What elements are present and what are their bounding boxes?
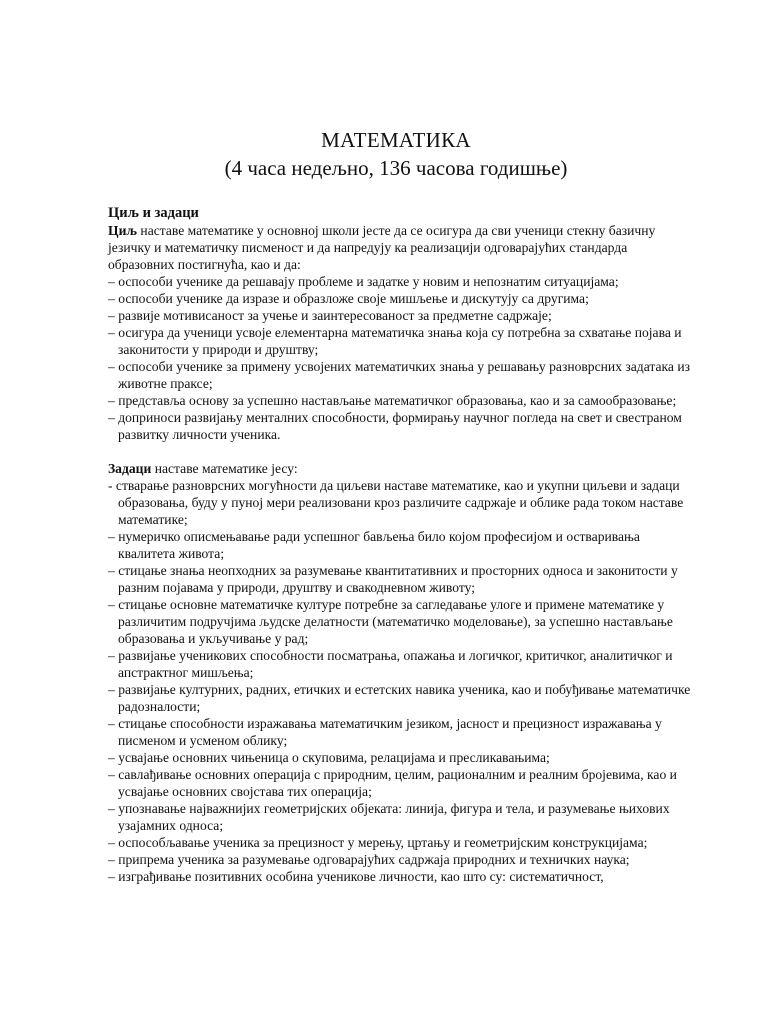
goal-list-item: – оспособи ученике да решавају проблеме и задатке у новим и непознатим ситуацијама; bbox=[108, 274, 619, 289]
task-list-item: – савлађивање основних операција с природним, целим, рационалним и реалним бројевима, као и усвајање основних својстава тих операција; bbox=[108, 767, 677, 799]
task-list-item: – нумеричко описмењавање ради успешног бављења било којом професијом и остваривања квалитета живота; bbox=[108, 529, 640, 561]
task-list bbox=[108, 477, 696, 885]
goal-lead-bold: Циљ bbox=[108, 223, 138, 238]
task-list-item: – стицање основне математичке културе потребне за сагледавање улоге и примене математике у различитим подручјима људске делатности (математичко моделовање), за успешно настављање образовања и укључивање у рад; bbox=[108, 597, 673, 646]
task-list-item: – стицање способности изражавања математичким језиком, јасност и прецизност изражавања у писменом и усменом облику; bbox=[108, 716, 662, 748]
task-list-item: – развијање културних, радних, етичких и естетских навика ученика, као и побуђивање математичке радозналости; bbox=[108, 682, 691, 714]
goal-list-item: – доприноси развијању менталних способности, формирању научног погледа на свет и свестраном развитку личности ученика. bbox=[108, 410, 682, 442]
task-list-item: – развијање ученикових способности посматрања, опажања и логичког, критичког, аналитичког и апстрактног мишљења; bbox=[108, 648, 673, 680]
tasks-lead-bold: Задаци bbox=[108, 461, 152, 476]
goal-intro bbox=[108, 222, 696, 273]
goal-list-item: – представља основу за успешно настављање математичког образовања, као и за самообразовање; bbox=[108, 393, 677, 408]
document-subtitle: (4 часа недељно, 136 часова годишње) bbox=[224, 156, 568, 180]
tasks-lead-text: наставе математике јесу: bbox=[151, 461, 298, 476]
title-block bbox=[96, 126, 696, 182]
task-list-item: - стварање разноврсних могућности да циљеви наставе математике, као и укупни циљеви и задаци образовања, буду у пуној мери реализовани кроз различите садржаје и облике рада током наставе математике; bbox=[108, 478, 684, 527]
document-title: МАТЕМАТИКА bbox=[321, 128, 471, 152]
goal-list-item: – осигура да ученици усвоје елементарна математичка знања која су потребна за схватање појава и законитости у природи и друштву; bbox=[108, 325, 682, 357]
section-heading: Циљ и задаци bbox=[108, 205, 199, 221]
goal-lead-text: наставе математике у основној школи јесте да се осигура да сви ученици стекну базичну језичку и математичку писменост и да напредују ка реализацији одговарајућих стандарда образовних постигнућа, као и да: bbox=[108, 223, 656, 272]
task-list-item: – припрема ученика за разумевање одговарајућих садржаја природних и техничких наука; bbox=[108, 852, 630, 867]
goal-list-item: – оспособи ученике да изразе и образложе своје мишљење и дискутују са другима; bbox=[108, 291, 589, 306]
task-list-item: – оспособљавање ученика за прецизност у мерењу, цртању и геометријским конструкцијама; bbox=[108, 835, 648, 850]
task-list-item: – стицање знања неопходних за разумевање квантитативних и просторних односа и законитости у разним појавама у природи, друштву и свакодневном животу; bbox=[108, 563, 678, 595]
goal-list bbox=[108, 273, 696, 443]
goal-list-item: – оспособи ученике за примену усвојених математичких знања у решавању разноврсних задатака из животне праксе; bbox=[108, 359, 691, 391]
tasks-intro bbox=[108, 460, 696, 477]
task-list-item: – усвајање основних чињеница о скуповима, релацијама и пресликавањима; bbox=[108, 750, 550, 765]
task-list-item: – упознавање најважнијих геометријских објеката: линија, фигура и тела, и разумевање њихових узајамних односа; bbox=[108, 801, 670, 833]
goal-list-item: – развије мотивисаност за учење и заинтересованост за предметне садржаје; bbox=[108, 308, 552, 323]
task-list-item: – изграђивање позитивних особина ученикове личности, као што су: систематичност, bbox=[108, 869, 604, 884]
paragraph-spacer bbox=[108, 443, 696, 460]
